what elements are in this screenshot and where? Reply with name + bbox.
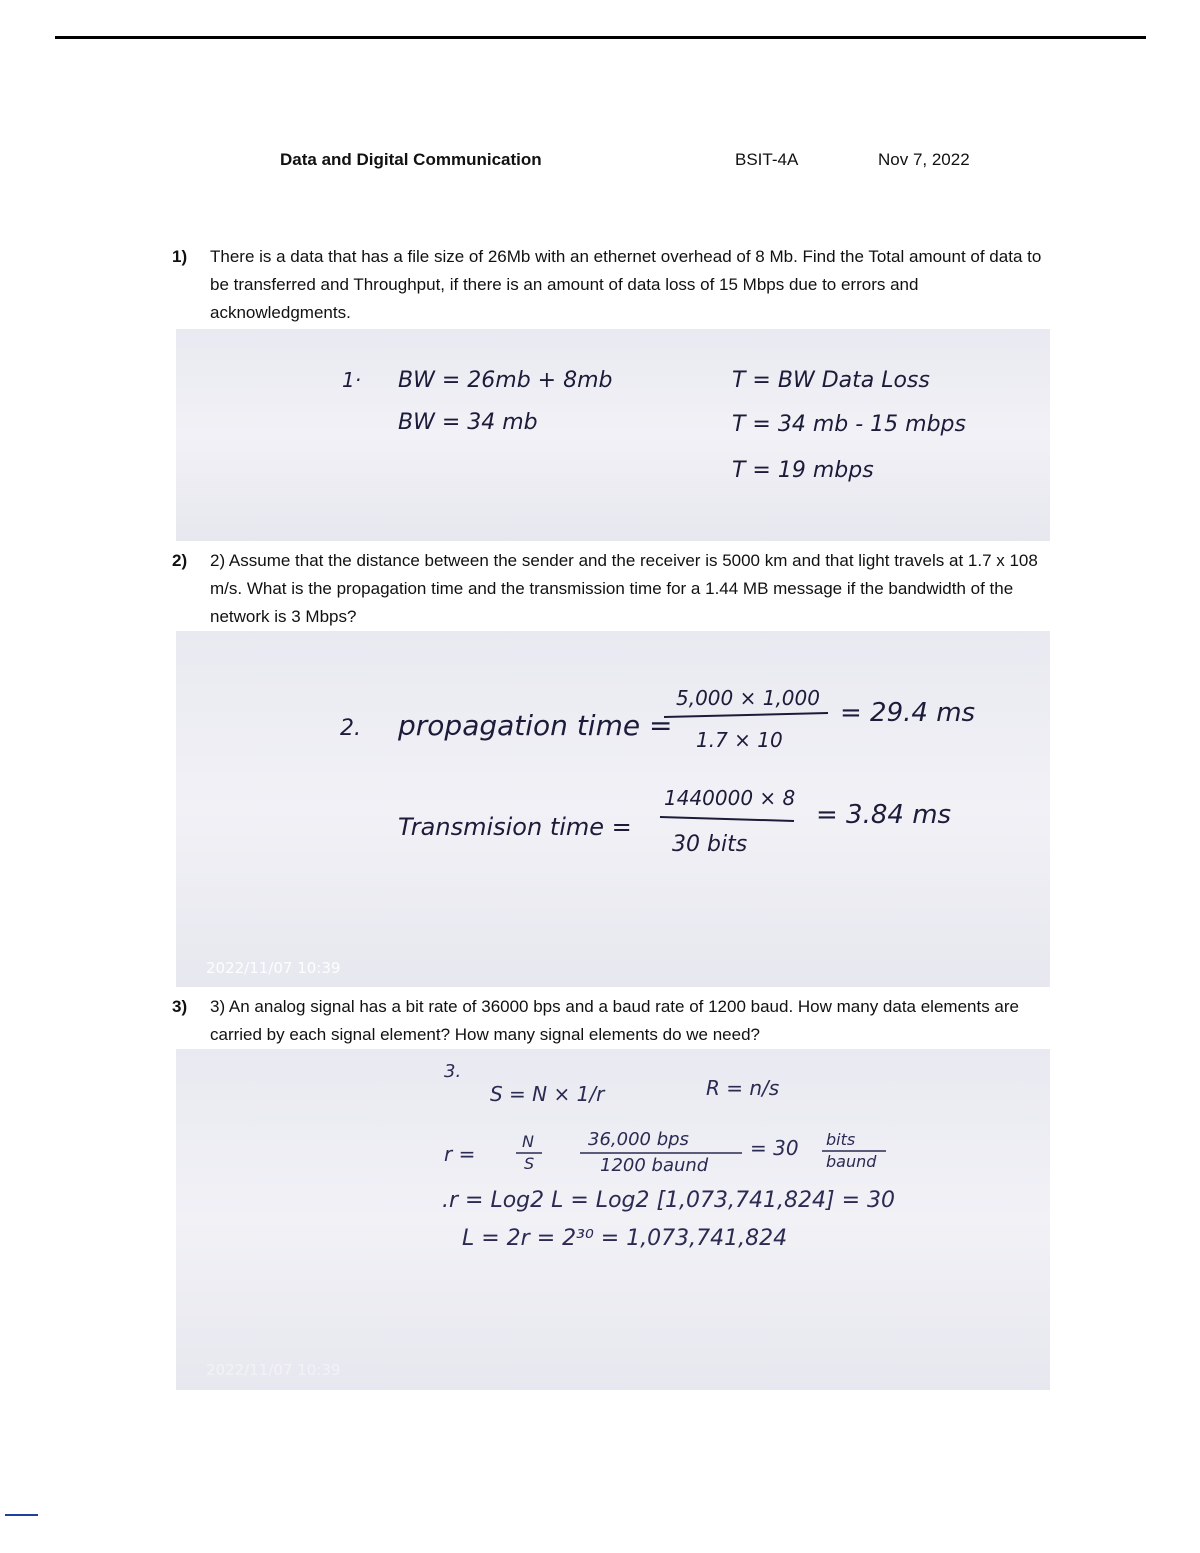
question-number: 1) [172, 247, 188, 266]
handwritten-answer-2 [176, 631, 1050, 987]
power-line: L = 2r = 2³⁰ = 1,073,741,824 [462, 1226, 788, 1251]
handwritten-answer-3 [176, 1049, 1050, 1390]
formula-signal: S = N × 1/r [490, 1082, 605, 1106]
question-text: There is a data that has a file size of 26Mb with an ethernet overhead of 8 Mb. Find the Total amount of data to be transferred and Throughput, if there is an amount of data loss of 15 Mbps due to errors and acknowledgments. [210, 247, 1042, 322]
r-fraction-numerator: N [522, 1132, 534, 1151]
question-3 [172, 993, 1052, 1049]
answer-line: BW = 34 mb [398, 410, 538, 435]
transmission-result: = 3.84 ms [816, 800, 952, 830]
fraction-bar [664, 713, 828, 717]
question-1 [172, 243, 1052, 327]
log-line: .r = Log2 L = Log2 [1,073,741,824] = 30 [442, 1188, 896, 1213]
answer-line: T = 19 mbps [732, 458, 874, 483]
r-unit-numerator: bits [826, 1130, 856, 1149]
r-unit-denominator: baund [826, 1152, 877, 1171]
answer-line: BW = 26mb + 8mb [398, 368, 613, 393]
course-title: Data and Digital Communication [280, 150, 542, 169]
question-number: 2) [172, 551, 188, 570]
answer-line: T = BW Data Loss [732, 368, 930, 393]
document-header [0, 150, 1200, 174]
fraction-bar [660, 817, 794, 821]
question-text: 2) Assume that the distance between the sender and the receiver is 5000 km and that light travels at 1.7 x 108 m/s. What is the propagation time and the transmission time for a 1.44 MB message if the bandwidth of the network is 3 Mbps? [210, 551, 1038, 626]
page-corner-mark [5, 1514, 38, 1516]
transmission-denominator: 30 bits [672, 832, 748, 857]
r-label: r = [444, 1142, 476, 1166]
answer-photo-3 [176, 1049, 1050, 1390]
answer-line: T = 34 mb - 15 mbps [732, 412, 966, 437]
photo-timestamp: 2022/11/07 10:39 [206, 959, 341, 977]
transmission-label: Transmision time = [398, 813, 632, 841]
question-text: 3) An analog signal has a bit rate of 36000 bps and a baud rate of 1200 baud. How many data elements are carried by each signal element? How many signal elements do we need? [210, 997, 1020, 1044]
answer-label: 1· [342, 368, 362, 392]
answer-label: 3. [444, 1061, 462, 1082]
transmission-numerator: 1440000 × 8 [664, 786, 796, 810]
propagation-denominator: 1.7 × 10 [696, 728, 783, 752]
r-result: = 30 [750, 1136, 799, 1160]
answer-photo-2 [176, 631, 1050, 987]
question-2 [172, 547, 1052, 631]
photo-timestamp: 2022/11/07 10:39 [206, 1361, 341, 1379]
top-rule [55, 36, 1146, 39]
r-fraction-denominator: S [524, 1154, 535, 1173]
answer-photo-1 [176, 329, 1050, 541]
handwritten-answer-1 [176, 329, 1050, 541]
propagation-result: = 29.4 ms [840, 698, 976, 728]
section-code: BSIT-4A [735, 150, 799, 169]
r-numerator: 36,000 bps [588, 1129, 689, 1150]
propagation-numerator: 5,000 × 1,000 [676, 686, 820, 710]
formula-rate: R = n/s [706, 1076, 780, 1100]
propagation-label: propagation time = [398, 709, 673, 742]
answer-label: 2. [340, 716, 361, 741]
r-denominator: 1200 baund [600, 1155, 709, 1176]
question-number: 3) [172, 997, 188, 1016]
document-date: Nov 7, 2022 [878, 150, 970, 169]
